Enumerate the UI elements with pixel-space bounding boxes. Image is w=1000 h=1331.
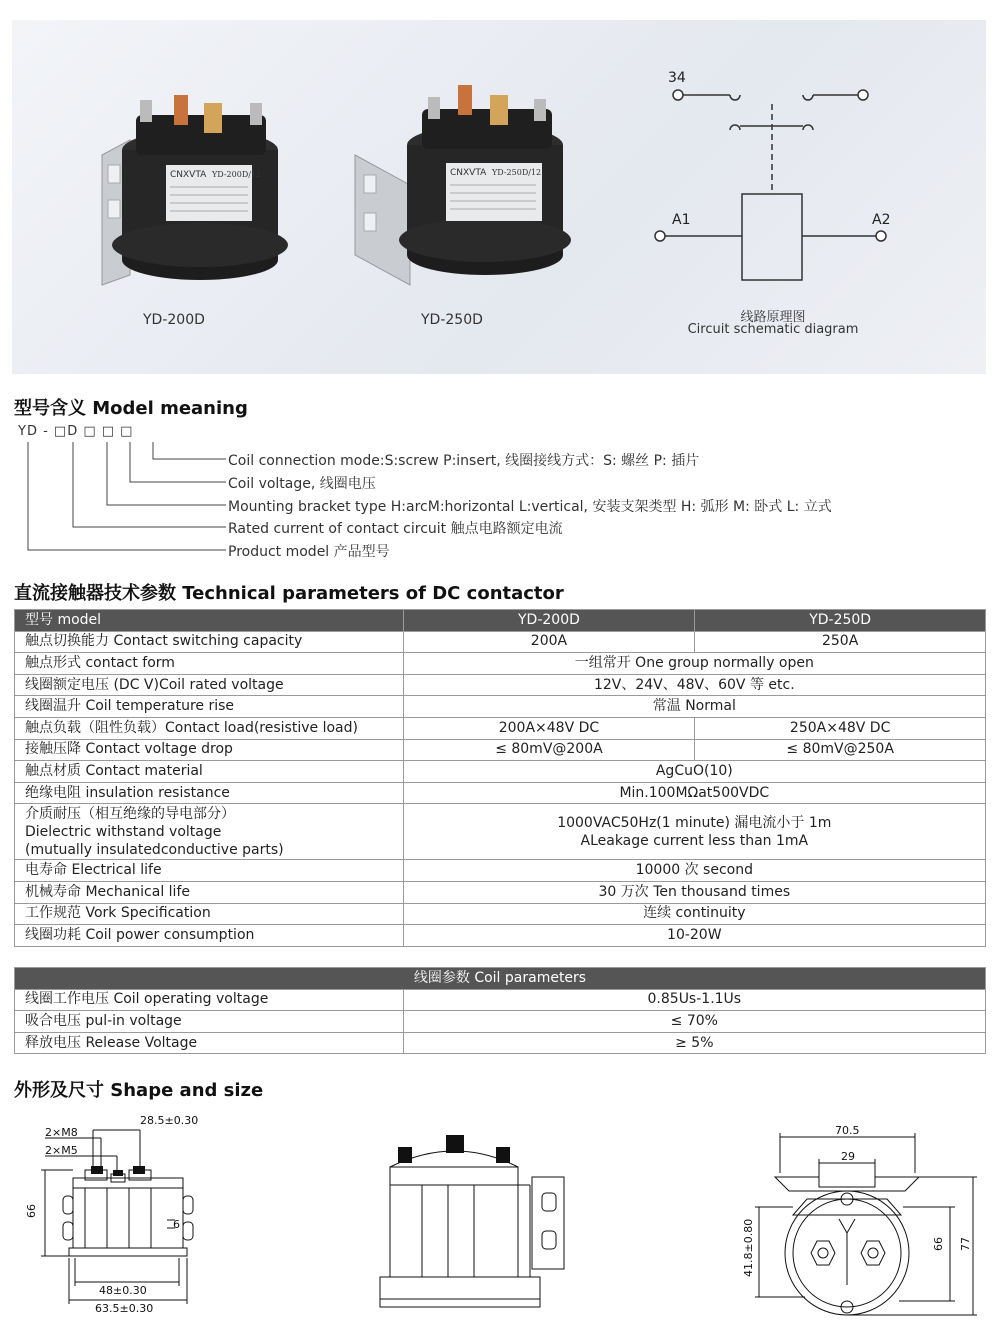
schematic-caption-cn: 线路原理图 xyxy=(740,310,806,325)
row-value: 250A×48V DC xyxy=(695,717,986,739)
right-brand: CNXVTA xyxy=(450,168,487,178)
row-label xyxy=(15,804,404,860)
table-row xyxy=(15,903,986,925)
table-row xyxy=(15,782,986,804)
dim-63-5: 63.5±0.30 xyxy=(95,1302,154,1315)
row-label: 线圈额定电压 (DC V)Coil rated voltage xyxy=(15,674,404,696)
row-value: 常温 Normal xyxy=(403,696,985,718)
table-row xyxy=(15,989,986,1011)
dielectric-label-en: Dielectric withstand voltage xyxy=(25,823,222,840)
table-row xyxy=(15,1032,986,1054)
row-label: 机械寿命 Mechanical life xyxy=(15,881,404,903)
dim-66-right: 66 xyxy=(932,1237,945,1251)
dim-29: 29 xyxy=(841,1150,855,1163)
table-row xyxy=(15,761,986,783)
table-row xyxy=(15,860,986,882)
header-yd200d: YD-200D xyxy=(403,610,695,632)
dim-48: 48±0.30 xyxy=(99,1284,147,1297)
dielectric-value-2: ALeakage current less than 1mA xyxy=(580,832,809,849)
dielectric-value-1: 1000VAC50Hz(1 minute) 漏电流小于 1m xyxy=(557,814,832,831)
row-value: 0.85Us-1.1Us xyxy=(403,989,985,1011)
dielectric-label-cn: 介质耐压（相互绝缘的导电部分） xyxy=(25,805,235,822)
row-label: 触点形式 contact form xyxy=(15,653,404,675)
model-meaning-leader-lines xyxy=(0,420,240,560)
model-meaning-line-3: Mounting bracket type H:arcM:horizontal L:vertical, 安装支架类型 H: 弧形 M: 卧式 L: 立式 xyxy=(228,499,832,515)
row-value: 30 万次 Ten thousand times xyxy=(403,881,985,903)
table-row xyxy=(15,653,986,675)
row-label: 线圈工作电压 Coil operating voltage xyxy=(15,989,404,1011)
model-meaning-title: 型号含义 Model meaning xyxy=(14,398,248,419)
side-view-drawing xyxy=(370,1125,590,1315)
model-meaning-line-2: Coil voltage, 线圈电压 xyxy=(228,476,376,492)
top-view-drawing xyxy=(735,1115,980,1327)
table-row xyxy=(15,1011,986,1033)
dim-2xm8: 2×M8 xyxy=(45,1126,78,1139)
row-value: 10000 次 second xyxy=(403,860,985,882)
table-row xyxy=(15,631,986,653)
svg-text:YD-250D/12: YD-250D/12 xyxy=(492,168,542,177)
row-value: Min.100MΩat500VDC xyxy=(403,782,985,804)
table-row xyxy=(15,925,986,947)
dim-77: 77 xyxy=(959,1237,972,1251)
row-value: 一组常开 One group normally open xyxy=(403,653,985,675)
model-meaning-line-5: Product model 产品型号 xyxy=(228,544,390,560)
row-label: 绝缘电阻 insulation resistance xyxy=(15,782,404,804)
product-image-yd250d xyxy=(350,85,575,295)
coil-params-table xyxy=(14,967,986,1054)
table-row xyxy=(15,674,986,696)
dim-2xm5: 2×M5 xyxy=(45,1144,78,1157)
row-value: ≥ 5% xyxy=(403,1032,985,1054)
row-label: 释放电压 Release Voltage xyxy=(15,1032,404,1054)
dim-6: 6 xyxy=(173,1218,180,1231)
row-label: 工作规范 Vork Specification xyxy=(15,903,404,925)
table-row-dielectric xyxy=(15,804,986,860)
row-label: 触点切换能力 Contact switching capacity xyxy=(15,631,404,653)
dim-28-5: 28.5±0.30 xyxy=(140,1114,199,1127)
row-value xyxy=(403,804,985,860)
header-model: 型号 model xyxy=(15,610,404,632)
row-value: ≤ 80mV@200A xyxy=(403,739,695,761)
front-view-drawing xyxy=(15,1108,215,1324)
row-label: 接触压降 Contact voltage drop xyxy=(15,739,404,761)
terminal-a2: A2 xyxy=(872,212,891,228)
dim-66-left: 66 xyxy=(25,1204,38,1218)
row-value: ≤ 70% xyxy=(403,1011,985,1033)
model-meaning-line-4: Rated current of contact circuit 触点电路额定电流 xyxy=(228,521,563,537)
row-label: 吸合电压 pul-in voltage xyxy=(15,1011,404,1033)
circuit-schematic xyxy=(640,60,910,290)
dim-70-5: 70.5 xyxy=(835,1124,860,1137)
caption-yd200d: YD-200D xyxy=(143,312,205,328)
header-yd250d: YD-250D xyxy=(695,610,986,632)
row-value: 200A xyxy=(403,631,695,653)
row-label: 触点负载（阻性负载）Contact load(resistive load) xyxy=(15,717,404,739)
table-row xyxy=(15,739,986,761)
terminal-a1: A1 xyxy=(672,212,691,228)
row-value: ≤ 80mV@250A xyxy=(695,739,986,761)
model-code: YD - □D □ □ □ xyxy=(18,424,134,439)
terminal-34: 34 xyxy=(668,70,686,86)
left-brand: CNXVTA xyxy=(170,170,207,180)
table-header-row xyxy=(15,610,986,632)
row-label: 触点材质 Contact material xyxy=(15,761,404,783)
table-row xyxy=(15,696,986,718)
product-image-yd200d xyxy=(100,95,290,290)
row-value: 10-20W xyxy=(403,925,985,947)
tech-params-title: 直流接触器技术参数 Technical parameters of DC contactor xyxy=(14,583,564,604)
row-label: 线圈温升 Coil temperature rise xyxy=(15,696,404,718)
row-value: 12V、24V、48V、60V 等 etc. xyxy=(403,674,985,696)
tech-params-table xyxy=(14,609,986,947)
coil-header: 线圈参数 Coil parameters xyxy=(15,968,986,990)
caption-yd250d: YD-250D xyxy=(421,312,483,328)
row-label: 电寿命 Electrical life xyxy=(15,860,404,882)
coil-header-row xyxy=(15,968,986,990)
table-row xyxy=(15,717,986,739)
shape-size-title: 外形及尺寸 Shape and size xyxy=(14,1080,264,1101)
svg-text:YD-200D/12: YD-200D/12 xyxy=(212,170,262,179)
row-value: 连续 continuity xyxy=(403,903,985,925)
table-row xyxy=(15,881,986,903)
row-value: 250A xyxy=(695,631,986,653)
schematic-caption-en: Circuit schematic diagram xyxy=(687,322,859,337)
dielectric-label-note: (mutually insulatedconductive parts) xyxy=(25,841,284,858)
dim-41-8: 41.8±0.80 xyxy=(742,1218,755,1277)
row-label: 线圈功耗 Coil power consumption xyxy=(15,925,404,947)
row-value: AgCuO(10) xyxy=(403,761,985,783)
model-meaning-line-1: Coil connection mode:S:screw P:insert, 线圈接线方式：S: 螺丝 P: 插片 xyxy=(228,453,700,469)
row-value: 200A×48V DC xyxy=(403,717,695,739)
